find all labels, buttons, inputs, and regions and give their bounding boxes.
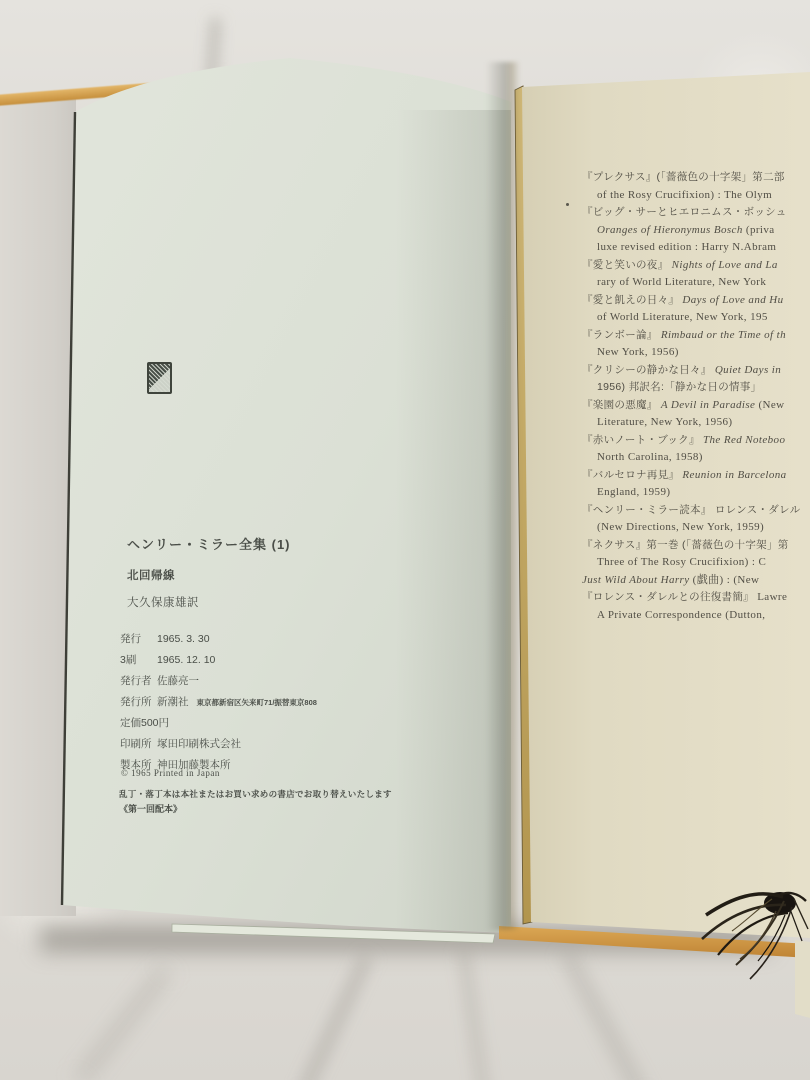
bibliography-line [582,325,810,343]
colophon-label: 3刷 [120,654,137,666]
bibliography-line [582,360,810,378]
colophon-row [120,692,317,713]
bibliography-line [597,237,810,255]
colophon-label: 印刷所 [120,738,152,750]
bibliography-line [597,552,810,570]
bibliography-line [597,517,810,535]
colophon-label: 発行所 [120,696,152,708]
bibliography-jp-text: 『赤いノート・ブック』 [582,433,703,446]
bibliography-jp-text: 1956) 邦訳名:「静かな日の情事」 [597,381,762,393]
bibliography-line [597,220,810,238]
bibliography-en-text: (priva [745,223,775,236]
bibliography-title-italic: Days of Love and Hu [682,293,784,306]
bibliography-en-text: Literature, New York, 1956) [597,416,733,428]
bibliography-jp-text: 『ヘンリー・ミラー読本』 ロレンス・ダレル [582,503,801,516]
colophon-value: 佐藤亮一 [157,675,199,687]
colophon-row [120,713,317,734]
bibliography-en-text: (New [758,398,785,411]
colophon-row [120,629,317,650]
colophon-value: 1965. 12. 10 [157,654,216,666]
colophon-rows [120,629,317,776]
bibliography-jp-text: 『プレクサス』(「薔薇色の十字架」第二部 [582,171,785,183]
cloth-fold [460,950,489,1080]
bibliography-jp-text: 『ランボー論』 [582,328,661,341]
bibliography-line [597,447,810,465]
bibliography-title-italic: Quiet Days in [714,363,782,376]
bibliography-line [597,272,810,290]
bibliography-line [597,307,810,325]
bibliography-en-text: New York, 1956) [597,346,679,358]
bibliography-en-text: Three of The Rosy Crucifixion) : C [597,556,767,568]
bibliography-jp-text: 『愛と笑いの夜』 [582,258,672,271]
bibliography-line [582,202,810,220]
bibliography-title-italic: Just Wild About Harry [582,573,693,586]
bibliography-line [597,342,810,360]
bibliography-line [597,377,810,395]
replacement-notice: 乱丁・落丁本は本社またはお買い求めの書店でお取り替えいたします [119,789,392,799]
colophon-label: 定価500円 [120,717,170,729]
colophon-label: 発行者 [120,675,152,687]
ink-speck [566,203,569,206]
bookmark-tassel [688,885,810,1010]
bibliography-line [582,570,810,588]
bibliography-line [582,430,810,448]
bibliography-line [582,500,810,518]
bibliography-title-italic: Nights of Love and La [671,258,778,271]
bibliography-title-italic: Reunion in Barcelona [682,468,787,481]
bibliography-title-italic: The Red Noteboo [702,433,786,446]
bibliography-line [582,535,810,553]
cloth-fold [76,967,170,1080]
bibliography-line [582,587,810,605]
gutter-shadow [486,62,520,930]
bibliography-line [597,605,810,623]
left-page [55,50,525,950]
colophon-row [120,734,317,755]
colophon-label: 発行 [120,633,141,645]
bibliography-title-italic: A Devil in Paradise [660,398,759,411]
bibliography-list [582,167,810,622]
colophon-note: 東京都新宿区矢来町71/振替東京808 [196,698,317,707]
bibliography-jp-text: 『楽園の悪魔』 [582,398,661,411]
publisher-seal-stamp [147,362,172,394]
bibliography-title-italic: Oranges of Hieronymus Bosch [597,223,746,236]
bibliography-en-text: (New Directions, New York, 1959) [597,521,765,533]
bibliography-jp-text: 『バルセロナ再見』 [582,468,683,481]
cloth-fold [299,955,371,1080]
bibliography-en-text: Lawre [757,591,788,603]
bibliography-jp-text: 『クリシーの静かな日々』 [582,363,715,376]
bibliography-jp-text: 『ビッグ・サーとヒエロニムス・ボッシュ [582,206,787,218]
bibliography-en-text: (戯曲) : (New [692,573,760,586]
bibliography-line [597,412,810,430]
bibliography-jp-text: 『ロレンス・ダレルとの往復書簡』 [582,591,758,603]
colophon-row [120,671,317,692]
bibliography-line [582,290,810,308]
bibliography-line [582,395,810,413]
colophon-value: 塚田印刷株式会社 [157,738,241,750]
bibliography-en-text: luxe revised edition : Harry N.Abram [597,241,777,253]
bibliography-en-text: of World Literature, New York, 195 [597,311,768,323]
bibliography-line [582,465,810,483]
bibliography-jp-text: 『ネクサス』第一巻 (「薔薇色の十字架」第 [582,538,789,551]
book-title: 北回帰線 [127,570,175,582]
colophon-label: 製本所 [120,759,152,771]
bibliography-en-text: rary of World Literature, New York [597,276,767,288]
bibliography-title-italic: Rimbaud or the Time of th [660,328,787,341]
bibliography-en-text: England, 1959) [597,486,671,498]
distribution-note: 《第一回配本》 [119,804,183,814]
colophon-value: 1965. 3. 30 [157,633,210,645]
bibliography-line [597,185,810,203]
bibliography-en-text: A Private Correspondence (Dutton, [597,608,766,621]
bibliography-jp-text: 『愛と飢えの日々』 [582,293,683,306]
bibliography-line [582,255,810,273]
bibliography-en-text: North Carolina, 1958) [597,451,703,463]
bibliography-line [582,167,810,185]
colophon-value: 神田加藤製本所 [157,759,231,771]
translator-line: 大久保康雄訳 [127,597,199,609]
copyright-line: © 1965 Printed in Japan [121,768,220,778]
bibliography-line [597,482,810,500]
colophon-row [120,650,317,671]
bibliography-en-text: of the Rosy Crucifixion) : The Olym [597,188,773,201]
colophon-value: 新潮社 [157,696,189,708]
series-title: ヘンリー・ミラー全集 (1) [127,537,291,552]
